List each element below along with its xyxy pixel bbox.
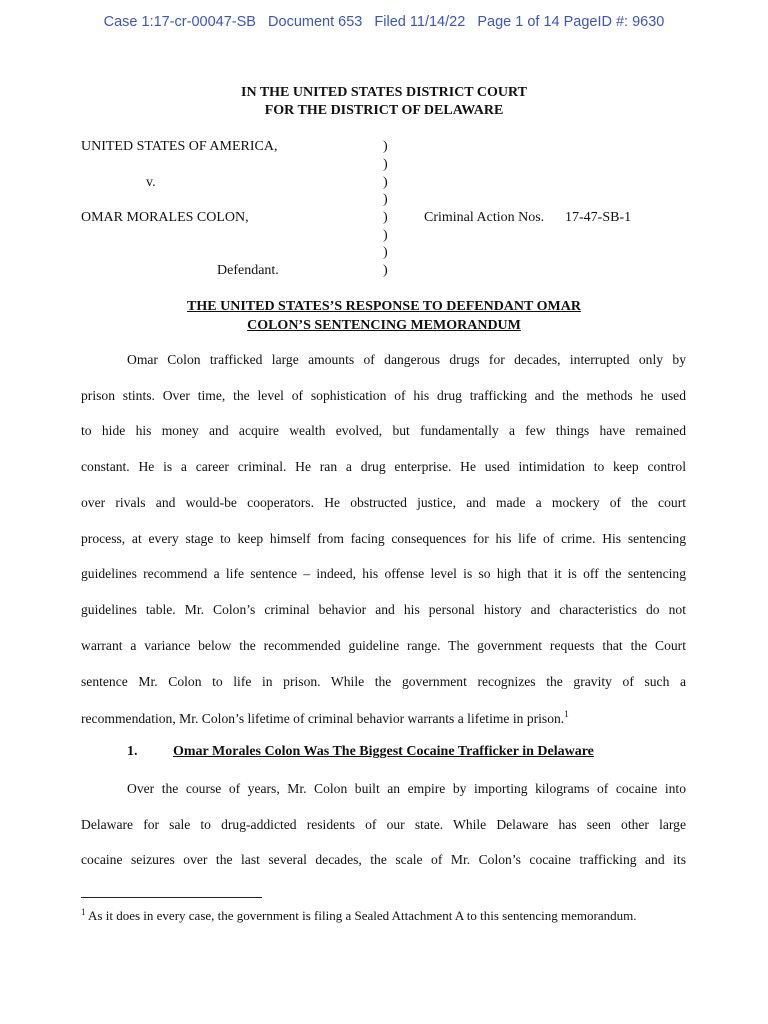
paragraph-line: to hide his money and acquire wealth evolved, but fundamentally a few things have remained [81,423,686,438]
caption-paren: ) [383,263,388,278]
court-line-2: FOR THE DISTRICT OF DELAWARE [264,103,504,118]
criminal-action-number: 17-47-SB-1 [565,210,632,225]
document-title [0,297,768,335]
paragraph-line: process, at every stage to keep himself from facing consequences for his life of crime. His sentencing [81,531,686,546]
title-line-2: COLON’S SENTENCING MEMORANDUM [247,318,521,333]
caption-paren: ) [383,139,388,154]
caption-paren: ) [383,157,388,172]
footnote-separator [81,897,262,898]
footnote [81,904,681,924]
footnote-marker[interactable]: 1 [564,709,569,719]
paragraph-line: over rivals and would-be cooperators. He obstructed justice, and made a mockery of the court [81,495,686,510]
paragraph-line: constant. He is a career criminal. He ran a drug enterprise. He used intimidation to keep control [81,459,686,474]
caption-paren: ) [383,175,388,190]
footnote-number: 1 [81,907,86,917]
title-line-1: THE UNITED STATES’S RESPONSE TO DEFENDANT OMAR [187,299,581,314]
paragraph-line-text: recommendation, Mr. Colon’s lifetime of criminal behavior warrants a lifetime in prison. [81,711,565,726]
paragraph-line: sentence Mr. Colon to life in prison. While the government recognizes the gravity of such a [81,674,686,689]
caption-paren: ) [383,228,388,243]
paragraph-line-last [81,709,686,727]
paragraph-line: cocaine seizures over the last several decades, the scale of Mr. Colon’s cocaine trafficking and its [81,852,686,867]
paragraph-line: guidelines table. Mr. Colon’s criminal behavior and his personal history and characteristics do not [81,602,686,617]
court-line-1: IN THE UNITED STATES DISTRICT COURT [241,85,527,100]
defendant-name: OMAR MORALES COLON, [81,210,249,225]
section-title: Omar Morales Colon Was The Biggest Cocaine Trafficker in Delaware [173,744,594,759]
footnote-text: As it does in every case, the government is filing a Sealed Attachment A to this sentencing memorandum. [88,908,637,923]
section-number: 1. [127,744,138,759]
defendant-label: Defendant. [217,263,279,278]
versus-label: v. [146,175,156,190]
caption-paren: ) [383,192,388,207]
paragraph-line: Delaware for sale to drug-addicted residents of our state. While Delaware has seen other large [81,817,686,832]
ecf-filing-header: Case 1:17-cr-00047-SB Document 653 Filed 11/14/22 Page 1 of 14 PageID #: 9630 [103,14,665,30]
paragraph-line: guidelines recommend a life sentence – indeed, his offense level is so high that it is off the sentencing [81,566,686,581]
court-name [0,84,768,120]
paragraph-line: prison stints. Over time, the level of sophistication of his drug trafficking and the methods he used [81,388,686,403]
plaintiff-name: UNITED STATES OF AMERICA, [81,139,278,154]
paragraph-line: Over the course of years, Mr. Colon built an empire by importing kilograms of cocaine into [127,781,686,796]
paragraph-line: Omar Colon trafficked large amounts of dangerous drugs for decades, interrupted only by [127,352,686,367]
caption-paren: ) [383,210,388,225]
paragraph-line: warrant a variance below the recommended guideline range. The government requests that the Court [81,638,686,653]
caption-paren: ) [383,245,388,260]
criminal-action-label: Criminal Action Nos. [424,210,545,225]
